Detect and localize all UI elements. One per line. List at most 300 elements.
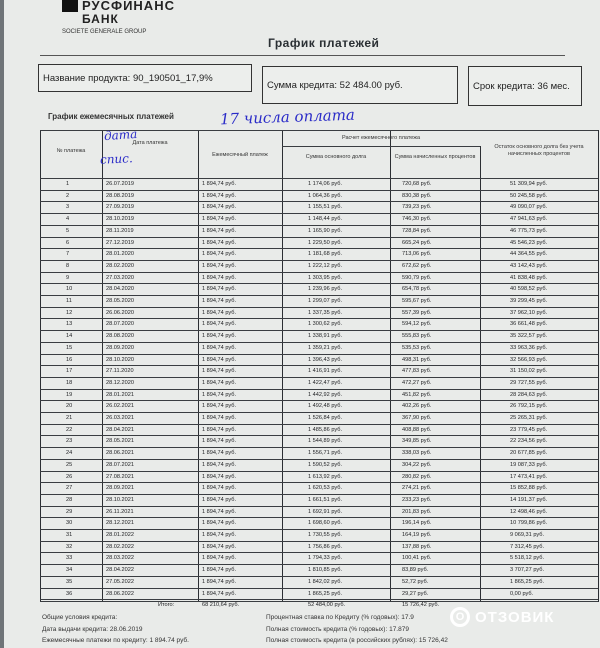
row-number: 5: [66, 227, 70, 234]
row-remaining: 20 677,85 руб.: [510, 450, 548, 457]
row-principal: 1 338,91 руб.: [308, 333, 342, 340]
row-number: 32: [66, 543, 73, 550]
row-date: 28.06.2021: [106, 450, 134, 457]
row-monthly-payment: 1 894,74 руб.: [202, 368, 236, 375]
table-row-line: [40, 307, 598, 308]
row-remaining: 28 284,63 руб.: [510, 391, 548, 398]
table-row-line: [40, 237, 598, 238]
row-principal: 1 239,96 руб.: [308, 286, 342, 293]
row-interest: 830,38 руб.: [402, 192, 432, 199]
row-date: 28.03.2022: [106, 555, 134, 562]
row-principal: 1 416,91 руб.: [308, 368, 342, 375]
row-principal: 1 359,21 руб.: [308, 344, 342, 351]
document-page: [4, 0, 600, 648]
handwritten-spis: спис.: [99, 151, 134, 167]
row-number: 7: [66, 251, 70, 258]
row-remaining: 50 245,58 руб.: [510, 192, 548, 199]
row-remaining: 37 962,10 руб.: [510, 309, 548, 316]
row-date: 28.05.2021: [106, 438, 134, 445]
row-principal: 1 181,68 руб.: [308, 251, 342, 258]
row-principal: 1 590,52 руб.: [308, 461, 342, 468]
row-interest: 720,68 руб.: [402, 181, 432, 187]
table-row-line: [40, 318, 598, 319]
row-principal: 1 865,25 руб.: [308, 590, 342, 597]
row-principal: 1 155,51 руб.: [308, 204, 342, 211]
row-principal: 1 148,44 руб.: [308, 216, 342, 223]
row-remaining: 31 150,02 руб.: [510, 368, 548, 375]
bank-brand: [42, 0, 192, 36]
row-remaining: 41 838,48 руб.: [510, 274, 548, 281]
row-monthly-payment: 1 894,74 руб.: [202, 356, 236, 363]
table-row-line: [40, 541, 598, 542]
header-interest: Сумма начисленных процентов: [394, 154, 476, 160]
row-number: 2: [66, 192, 70, 199]
row-number: 20: [66, 403, 73, 410]
row-interest: 137,88 руб.: [402, 543, 432, 550]
row-number: 15: [66, 344, 73, 351]
row-interest: 280,82 руб.: [402, 473, 432, 480]
otzovik-logo-icon: О: [450, 607, 470, 627]
row-remaining: 43 142,43 руб.: [510, 262, 548, 269]
row-monthly-payment: 1 894,74 руб.: [202, 204, 236, 211]
row-number: 27: [66, 485, 73, 492]
row-remaining: 26 792,15 руб.: [510, 403, 548, 410]
row-number: 14: [66, 333, 73, 340]
row-date: 28.05.2020: [106, 298, 134, 304]
total-interest: 15 726,42 руб.: [402, 602, 440, 609]
footer-conditions: Общие условия кредита:: [42, 614, 118, 621]
row-monthly-payment: 1 894,74 руб.: [202, 555, 236, 562]
row-interest: 349,85 руб.: [402, 438, 432, 445]
row-monthly-payment: 1 894,74 руб.: [202, 333, 236, 340]
row-number: 9: [66, 274, 70, 281]
row-remaining: 17 473,41 руб.: [510, 473, 548, 480]
table-row-line: [40, 389, 598, 390]
row-principal: 1 492,48 руб.: [308, 403, 342, 410]
footer-monthly: [42, 637, 189, 644]
row-remaining: 0,00 руб.: [510, 590, 534, 597]
row-monthly-payment: 1 894,74 руб.: [202, 590, 236, 597]
row-number: 33: [66, 555, 73, 562]
total-monthly-payment: 68 210,64 руб.: [202, 602, 240, 609]
row-monthly-payment: 1 894,74 руб.: [202, 344, 236, 351]
row-interest: 233,23 руб.: [402, 496, 432, 503]
row-principal: 1 064,36 руб.: [308, 192, 342, 199]
row-date: 27.11.2020: [106, 368, 134, 375]
row-number: 3: [66, 204, 70, 211]
row-number: 10: [66, 286, 73, 293]
header-principal: Сумма основного долга: [305, 154, 367, 160]
row-interest: 472,27 руб.: [402, 379, 432, 386]
table-row-line: [40, 482, 598, 483]
table-row-line: [40, 248, 598, 249]
footer-full-cost-rub: [266, 637, 448, 644]
row-interest: 595,67 руб.: [402, 298, 432, 304]
footer-full-cost-rub-label: Полная стоимость кредита (в российских рублях):: [266, 637, 418, 644]
table-row-line: [40, 190, 598, 191]
header-date: Дата платежа: [132, 140, 168, 146]
row-interest: 594,12 руб.: [402, 321, 432, 328]
footer-monthly-label: Ежемесячные платежи по кредиту:: [42, 637, 148, 644]
row-monthly-payment: 1 894,74 руб.: [202, 508, 236, 515]
footer-issue-value: 28.06.2019: [109, 626, 143, 633]
row-remaining: 45 546,23 руб.: [510, 239, 548, 246]
table-row-line: [40, 260, 598, 261]
row-principal: 1 422,47 руб.: [308, 379, 342, 386]
row-number: 25: [66, 461, 73, 468]
schedule-title: График ежемесячных платежей: [48, 112, 174, 121]
header-remaining: Остаток основного долга без учета начисленных процентов: [494, 144, 584, 157]
product-box: [38, 64, 252, 92]
table-header-line: [40, 178, 598, 179]
footer-rate: [266, 614, 414, 621]
row-interest: 201,83 руб.: [402, 508, 432, 515]
footer-issue-date: [42, 626, 142, 633]
row-number: 1: [66, 181, 70, 187]
row-number: 24: [66, 450, 73, 457]
row-number: 12: [66, 309, 73, 316]
table-row-line: [40, 295, 598, 296]
row-principal: 1 661,51 руб.: [308, 496, 342, 503]
row-remaining: 19 087,33 руб.: [510, 461, 548, 468]
table-row-line: [40, 459, 598, 460]
row-remaining: 44 364,55 руб.: [510, 251, 548, 258]
row-number: 28: [66, 496, 73, 503]
table-row-line: [40, 213, 598, 214]
table-column-line: [480, 146, 481, 602]
row-remaining: 10 799,86 руб.: [510, 520, 548, 527]
row-monthly-payment: 1 894,74 руб.: [202, 578, 236, 585]
row-date: 28.01.2022: [106, 532, 134, 538]
table-row-line: [40, 201, 598, 202]
table-row-line: [40, 435, 598, 436]
table-row-line: [40, 494, 598, 495]
amount-value: 52 484.00 руб.: [339, 79, 403, 91]
row-monthly-payment: 1 894,74 руб.: [202, 415, 236, 421]
row-principal: 1 229,50 руб.: [308, 239, 342, 246]
row-remaining: 29 727,55 руб.: [510, 379, 548, 386]
table-row-line: [40, 283, 598, 284]
row-monthly-payment: 1 894,74 руб.: [202, 286, 236, 293]
table-row-line: [40, 576, 598, 577]
row-principal: 1 613,92 руб.: [308, 473, 342, 480]
row-date: 28.12.2021: [106, 520, 134, 527]
row-date: 28.02.2022: [106, 543, 134, 550]
row-interest: 408,88 руб.: [402, 426, 432, 433]
otzovik-watermark: [450, 607, 554, 627]
row-remaining: 51 309,94 руб.: [510, 181, 548, 187]
table-row-line: [40, 529, 598, 530]
table-row-line: [40, 552, 598, 553]
row-principal: 1 165,90 руб.: [308, 227, 342, 234]
row-date: 26.03.2021: [106, 415, 134, 421]
table-row-line: [40, 471, 598, 472]
row-date: 28.11.2019: [106, 227, 134, 234]
row-monthly-payment: 1 894,74 руб.: [202, 426, 236, 433]
row-principal: 1 810,85 руб.: [308, 567, 342, 574]
row-principal: 1 303,95 руб.: [308, 274, 342, 281]
row-date: 26.06.2020: [106, 309, 134, 316]
table-row-line: [40, 506, 598, 507]
row-principal: 1 526,84 руб.: [308, 415, 342, 421]
row-date: 28.08.2020: [106, 333, 134, 340]
row-date: 28.04.2021: [106, 426, 134, 433]
row-number: 22: [66, 426, 73, 433]
product-label: Название продукта:: [43, 72, 131, 84]
row-remaining: 25 265,31 руб.: [510, 415, 548, 421]
row-principal: 1 222,12 руб.: [308, 262, 342, 269]
row-monthly-payment: 1 894,74 руб.: [202, 251, 236, 258]
table-row-line: [40, 354, 598, 355]
table-column-line: [598, 130, 599, 602]
row-date: 28.10.2019: [106, 216, 134, 223]
row-remaining: 39 299,45 руб.: [510, 298, 548, 304]
footer-full-cost-value: 17.879: [389, 626, 409, 633]
row-monthly-payment: 1 894,74 руб.: [202, 520, 236, 527]
footer-full-cost-label: Полная стоимость кредита (% годовых):: [266, 626, 388, 633]
row-interest: 451,82 руб.: [402, 391, 432, 398]
row-monthly-payment: 1 894,74 руб.: [202, 391, 236, 398]
bank-group: SOCIETE GENERALE GROUP: [62, 29, 147, 35]
row-number: 21: [66, 415, 73, 421]
row-date: 28.06.2022: [106, 590, 134, 597]
row-monthly-payment: 1 894,74 руб.: [202, 473, 236, 480]
row-number: 18: [66, 379, 73, 386]
row-principal: 1 698,60 руб.: [308, 520, 342, 527]
row-number: 35: [66, 578, 73, 585]
row-interest: 739,23 руб.: [402, 204, 432, 211]
row-interest: 196,14 руб.: [402, 520, 432, 527]
row-principal: 1 300,62 руб.: [308, 321, 342, 328]
bank-logo-icon: [62, 0, 78, 12]
row-monthly-payment: 1 894,74 руб.: [202, 216, 236, 223]
amount-label: Сумма кредита:: [267, 79, 338, 91]
table-row-line: [40, 400, 598, 401]
row-date: 26.11.2021: [106, 508, 134, 515]
row-principal: 1 556,71 руб.: [308, 450, 342, 457]
table-row-line: [40, 424, 598, 425]
row-number: 34: [66, 567, 73, 574]
row-interest: 367,90 руб.: [402, 415, 432, 421]
table-row-line: [40, 272, 598, 273]
row-monthly-payment: 1 894,74 руб.: [202, 227, 236, 234]
table-group-line: [282, 146, 480, 147]
row-date: 27.12.2019: [106, 239, 134, 246]
product-value: 90_190501_17,9%: [132, 72, 213, 84]
row-date: 27.05.2022: [106, 578, 134, 585]
row-remaining: 32 566,93 руб.: [510, 356, 548, 363]
row-date: 28.04.2022: [106, 567, 134, 574]
table-row-line: [40, 517, 598, 518]
handwritten-date: дата: [103, 126, 138, 144]
row-interest: 557,39 руб.: [402, 309, 432, 316]
row-monthly-payment: 1 894,74 руб.: [202, 450, 236, 457]
row-remaining: 22 234,56 руб.: [510, 438, 548, 445]
footer-full-cost-rub-value: 15 726,42: [418, 637, 448, 644]
row-date: 28.07.2021: [106, 461, 134, 468]
row-monthly-payment: 1 894,74 руб.: [202, 567, 236, 574]
row-date: 28.02.2020: [106, 262, 134, 269]
row-interest: 665,24 руб.: [402, 239, 432, 246]
row-principal: 1 692,91 руб.: [308, 508, 342, 515]
row-interest: 713,06 руб.: [402, 251, 432, 258]
row-principal: 1 620,53 руб.: [308, 485, 342, 492]
row-number: 29: [66, 508, 73, 515]
handwritten-note: 17 числа оплата: [219, 105, 356, 129]
otzovik-text: ОТЗОВИК: [475, 608, 555, 626]
document-title: График платежей: [268, 36, 380, 50]
table-row-line: [40, 330, 598, 331]
title-divider: [40, 55, 565, 56]
row-interest: 672,62 руб.: [402, 262, 432, 269]
row-remaining: 40 598,52 руб.: [510, 286, 548, 293]
row-interest: 52,72 руб.: [402, 578, 429, 585]
row-principal: 1 174,06 руб.: [308, 181, 342, 187]
row-remaining: 36 661,48 руб.: [510, 321, 548, 328]
row-remaining: 1 865,25 руб.: [510, 578, 544, 585]
row-number: 23: [66, 438, 73, 445]
row-remaining: 47 941,63 руб.: [510, 216, 548, 223]
row-interest: 164,19 руб.: [402, 532, 432, 538]
row-interest: 498,31 руб.: [402, 356, 432, 363]
table-row-line: [40, 225, 598, 226]
row-monthly-payment: 1 894,74 руб.: [202, 239, 236, 246]
row-date: 28.04.2020: [106, 286, 134, 293]
table-row-line: [40, 365, 598, 366]
row-date: 27.03.2020: [106, 274, 134, 281]
table-row-line: [40, 412, 598, 413]
table-row-line: [40, 377, 598, 378]
row-principal: 1 756,86 руб.: [308, 543, 342, 550]
row-principal: 1 396,43 руб.: [308, 356, 342, 363]
row-date: 28.01.2021: [106, 391, 134, 398]
row-interest: 477,83 руб.: [402, 368, 432, 375]
row-remaining: 23 779,45 руб.: [510, 426, 548, 433]
row-date: 28.09.2020: [106, 344, 134, 351]
row-interest: 746,30 руб.: [402, 216, 432, 223]
row-monthly-payment: 1 894,74 руб.: [202, 438, 236, 445]
row-date: 27.08.2021: [106, 473, 134, 480]
bank-name-line1: РУСФИНАНС: [82, 0, 175, 13]
row-interest: 29,27 руб.: [402, 590, 429, 597]
footer-issue-label: Дата выдачи кредита:: [42, 626, 109, 633]
row-date: 28.01.2020: [106, 251, 134, 258]
row-number: 36: [66, 590, 73, 597]
row-principal: 1 544,89 руб.: [308, 438, 342, 445]
row-number: 31: [66, 532, 73, 538]
header-payment-breakdown: Расчет ежемесячного платежа: [341, 135, 421, 141]
total-principal: 52 484,00 руб.: [308, 602, 346, 609]
row-date: 28.07.2020: [106, 321, 134, 328]
row-remaining: 7 312,45 руб.: [510, 543, 544, 550]
row-monthly-payment: 1 894,74 руб.: [202, 192, 236, 199]
row-remaining: 9 069,31 руб.: [510, 532, 544, 538]
row-date: 28.09.2021: [106, 485, 134, 492]
row-number: 4: [66, 216, 70, 223]
table-row-line: [40, 342, 598, 343]
payment-table: [40, 130, 598, 609]
row-remaining: 15 852,88 руб.: [510, 485, 548, 492]
row-remaining: 5 518,12 руб.: [510, 555, 544, 562]
row-interest: 402,26 руб.: [402, 403, 432, 410]
row-monthly-payment: 1 894,74 руб.: [202, 298, 236, 304]
term-box: [468, 66, 582, 106]
row-number: 16: [66, 356, 73, 363]
term-label: Срок кредита:: [473, 80, 535, 92]
row-principal: 1 842,02 руб.: [308, 578, 342, 585]
row-monthly-payment: 1 894,74 руб.: [202, 485, 236, 492]
row-monthly-payment: 1 894,74 руб.: [202, 403, 236, 410]
table-row-line: [40, 447, 598, 448]
term-value: 36 мес.: [537, 80, 570, 92]
row-interest: 274,21 руб.: [402, 485, 432, 492]
row-date: 28.10.2020: [106, 356, 134, 363]
row-remaining: 14 191,37 руб.: [510, 496, 548, 503]
row-date: 26.02.2021: [106, 403, 134, 410]
row-principal: 1 442,92 руб.: [308, 391, 342, 398]
row-monthly-payment: 1 894,74 руб.: [202, 262, 236, 269]
row-date: 26.07.2019: [106, 181, 134, 187]
header-payment-no: № платежа: [56, 148, 86, 154]
row-date: 27.09.2019: [106, 204, 134, 211]
footer-rate-value: 17.9: [401, 614, 414, 621]
row-date: 28.10.2021: [106, 496, 134, 503]
row-monthly-payment: 1 894,74 руб.: [202, 379, 236, 386]
row-monthly-payment: 1 894,74 руб.: [202, 321, 236, 328]
row-interest: 304,22 руб.: [402, 461, 432, 468]
row-number: 13: [66, 321, 73, 328]
row-monthly-payment: 1 894,74 руб.: [202, 543, 236, 550]
row-interest: 535,53 руб.: [402, 344, 432, 351]
table-row-line: [40, 564, 598, 565]
row-monthly-payment: 1 894,74 руб.: [202, 461, 236, 468]
row-interest: 555,83 руб.: [402, 333, 432, 340]
header-monthly-payment: Ежемесячный платеж: [212, 152, 268, 158]
table-row-line: [40, 588, 598, 589]
footer-monthly-value: 1 894.74 руб.: [149, 637, 189, 644]
row-interest: 83,89 руб.: [402, 567, 429, 574]
row-monthly-payment: 1 894,74 руб.: [202, 532, 236, 538]
row-number: 11: [66, 298, 72, 304]
row-remaining: 49 090,07 руб.: [510, 204, 548, 211]
row-interest: 654,78 руб.: [402, 286, 432, 293]
row-remaining: 12 498,46 руб.: [510, 508, 548, 515]
row-number: 30: [66, 520, 73, 527]
row-remaining: 46 775,73 руб.: [510, 227, 548, 234]
row-principal: 1 794,33 руб.: [308, 555, 342, 562]
row-remaining: 35 322,57 руб.: [510, 333, 548, 340]
row-principal: 1 299,07 руб.: [308, 298, 342, 304]
total-label: Итого:: [158, 602, 175, 609]
row-monthly-payment: 1 894,74 руб.: [202, 181, 236, 187]
row-principal: 1 337,35 руб.: [308, 309, 342, 316]
row-number: 6: [66, 239, 70, 246]
row-number: 17: [66, 368, 73, 375]
row-number: 19: [66, 391, 73, 398]
row-date: 28.12.2020: [106, 379, 134, 386]
row-interest: 728,84 руб.: [402, 227, 432, 234]
footer-rate-label: Процентная ставка по Кредиту (% годовых):: [266, 614, 400, 621]
row-monthly-payment: 1 894,74 руб.: [202, 309, 236, 316]
row-date: 28.08.2019: [106, 192, 134, 199]
row-monthly-payment: 1 894,74 руб.: [202, 274, 236, 281]
row-remaining: 3 707,27 руб.: [510, 567, 544, 574]
row-principal: 1 730,55 руб.: [308, 532, 342, 538]
footer-full-cost: [266, 626, 409, 633]
row-interest: 100,41 руб.: [402, 555, 432, 562]
row-remaining: 33 963,36 руб.: [510, 344, 548, 351]
row-number: 26: [66, 473, 73, 480]
